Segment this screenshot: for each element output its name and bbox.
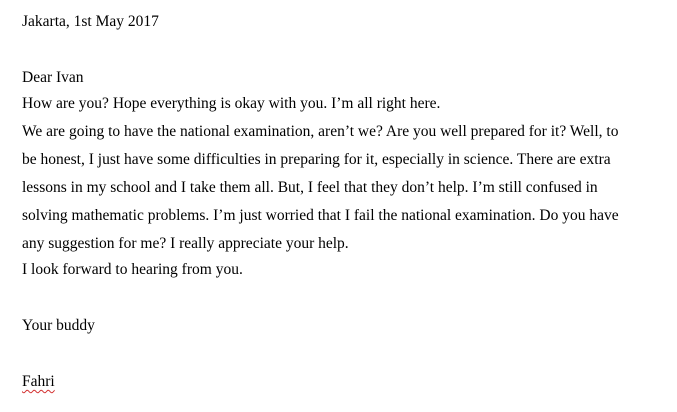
place-date: Jakarta, 1st May 2017 bbox=[22, 13, 159, 30]
salutation: Dear Ivan bbox=[22, 69, 84, 86]
closing-line: I look forward to hearing from you. bbox=[22, 261, 243, 278]
body-line: lessons in my school and I take them all. But, I feel that they don’t help. I’m still confused in bbox=[22, 179, 598, 196]
opening-line: How are you? Hope everything is okay with you. I’m all right here. bbox=[22, 95, 441, 112]
body-line: any suggestion for me? I really appreciate your help. bbox=[22, 235, 349, 252]
body-line: solving mathematic problems. I’m just worried that I fail the national examination. Do you have bbox=[22, 207, 619, 224]
complimentary-close: Your buddy bbox=[22, 317, 95, 334]
signature: Fahri bbox=[22, 373, 55, 390]
body-line: We are going to have the national examination, aren’t we? Are you well prepared for it? Well, to bbox=[22, 123, 619, 140]
body-line: be honest, I just have some difficulties in preparing for it, especially in science. There are extra bbox=[22, 151, 611, 168]
